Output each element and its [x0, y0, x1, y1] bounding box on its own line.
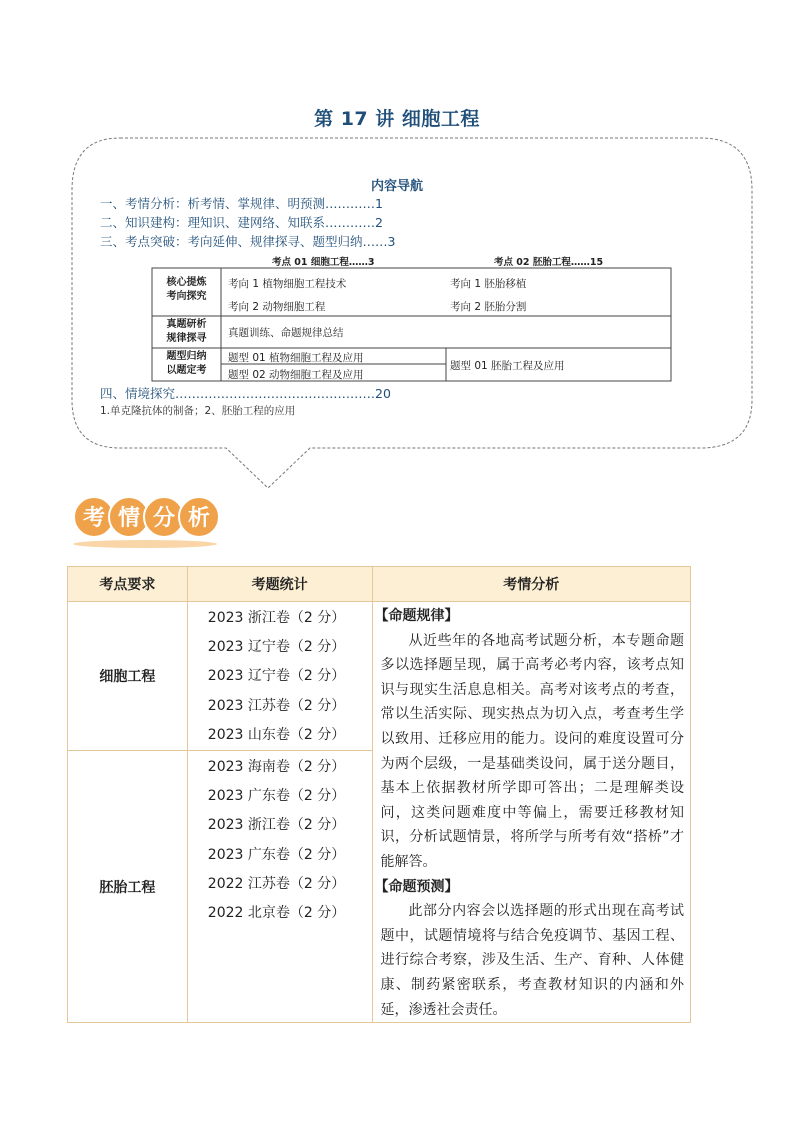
analysis-cell — [372, 602, 690, 1023]
grid-head-line: 规律探寻 — [166, 333, 207, 344]
grid-tixing-1-right[interactable]: 题型 01 胚胎工程及应用 — [450, 360, 565, 372]
grid-head-line: 核心提炼 — [166, 277, 207, 288]
exam-item: 2022 江苏卷（2 分） — [207, 875, 346, 892]
grid-kaoxiang-1-right[interactable]: 考向 1 胚胎移植 — [450, 278, 527, 290]
exam-list-cell — [187, 602, 372, 751]
banner-char: 情 — [117, 506, 141, 531]
toc-item-label: 一、考情分析：析考情、掌规律、明预测 — [100, 196, 326, 211]
grid-tixing-2-left[interactable]: 题型 02 动物细胞工程及应用 — [228, 369, 364, 381]
grid-tixing-1-left[interactable]: 题型 01 植物细胞工程及应用 — [228, 352, 364, 364]
grid-row3-head — [152, 350, 221, 378]
toc-item-label: 三、考点突破：考向延伸、规律探寻、题型归纳 — [100, 234, 363, 249]
toc-item-label: 四、情境探究 — [100, 386, 176, 401]
grid-kaoxiang-1-left[interactable]: 考向 1 植物细胞工程技术 — [228, 278, 347, 290]
toc-page-number: 3 — [387, 234, 396, 249]
exam-item: 2023 浙江卷（2 分） — [207, 817, 346, 834]
exam-item: 2023 辽宁卷（2 分） — [207, 639, 346, 656]
topic-cell: 细胞工程 — [68, 602, 188, 751]
header-kaodian: 考点要求 — [68, 567, 188, 602]
kaodian-1-link[interactable]: 考点 01 细胞工程……3 — [272, 257, 375, 268]
toc-dots: ………………………………………… — [175, 386, 376, 401]
analysis-heading-1: 【命题规律】 — [374, 608, 459, 624]
header-kaoti: 考题统计 — [187, 567, 372, 602]
analysis-paragraph-2: 此部分内容会以选择题的形式出现在高考试题中，试题情境将与结合免疫调节、基因工程、进行综合考察，涉及生活、生产、育种、人体健康、制药紧密联系，考查教材知识的内涵和外延，渗透社会责任。 — [380, 903, 684, 1018]
page-title: 第 17 讲 细胞工程 — [314, 108, 480, 130]
grid-head-line: 考向探究 — [166, 291, 207, 302]
grid-row2-head — [152, 318, 221, 346]
exam-item: 2023 广东卷（2 分） — [207, 846, 346, 863]
banner-kaoqing-fenxi — [70, 492, 230, 552]
grid-kaoxiang-2-left[interactable]: 考向 2 动物细胞工程 — [228, 301, 326, 313]
exam-item: 2022 北京卷（2 分） — [207, 904, 346, 921]
toc-item-label: 二、知识建构：理知识、建网络、知联系 — [100, 215, 326, 230]
kaodian-2-link[interactable]: 考点 02 胚胎工程……15 — [494, 257, 604, 268]
banner-char: 析 — [187, 506, 211, 531]
toc-page-number: 1 — [375, 196, 383, 211]
kaoqing-table — [67, 566, 691, 1023]
analysis-heading-2: 【命题预测】 — [374, 878, 459, 895]
nav-grid-lines — [0, 0, 794, 400]
scenario-subitems[interactable]: 1.单克隆抗体的制备；2、胚胎工程的应用 — [100, 405, 296, 417]
grid-row1-head — [152, 276, 221, 304]
table-header-row — [68, 567, 691, 602]
nav-heading: 内容导航 — [370, 179, 423, 194]
exam-item: 2023 浙江卷（2 分） — [207, 610, 346, 627]
grid-head-line: 题型归纳 — [166, 351, 207, 362]
grid-kaoxiang-2-right[interactable]: 考向 2 胚胎分割 — [450, 301, 527, 313]
table-row — [68, 602, 691, 751]
toc-item-4[interactable] — [100, 384, 391, 402]
banner-char: 分 — [152, 506, 176, 531]
exam-item: 2023 山东卷（2 分） — [207, 726, 346, 743]
toc-dots: ………… — [325, 196, 376, 211]
toc-dots: …… — [362, 234, 388, 249]
toc-page-number: 20 — [375, 386, 391, 401]
banner-char: 考 — [82, 506, 106, 531]
exam-item: 2023 海南卷（2 分） — [207, 759, 346, 775]
toc-page-number: 2 — [375, 215, 383, 230]
exam-item: 2023 辽宁卷（2 分） — [207, 668, 346, 685]
exam-list-cell — [187, 751, 372, 1023]
toc-dots: ………… — [325, 215, 376, 230]
analysis-paragraph-1: 从近些年的各地高考试题分析，本专题命题多以选择题呈现，属于高考必考内容，该考点知识与现实生活息息相关。高考对该考点的考查，常以生活实际、现实热点为切入点，考查考生学以致用、迁移应用的能力。设问的难度设置可分为两个层级，一是基础类设问，属于送分题目，基本上依据教材所学即可答出；二是理解类设问，这类问题难度中等偏上，需要迁移教材知识，分析试题情景，将所学与所考有效“搭桥”才能解答。 — [380, 632, 684, 870]
header-kaoqing: 考情分析 — [372, 567, 690, 602]
topic-cell: 胚胎工程 — [68, 751, 188, 1023]
exam-item: 2023 江苏卷（2 分） — [207, 697, 346, 714]
grid-zhenti-text[interactable]: 真题训练、命题规律总结 — [228, 327, 344, 339]
exam-item: 2023 广东卷（2 分） — [207, 788, 346, 805]
grid-head-line: 以题定考 — [166, 365, 207, 376]
grid-head-line: 真题研析 — [166, 319, 207, 330]
